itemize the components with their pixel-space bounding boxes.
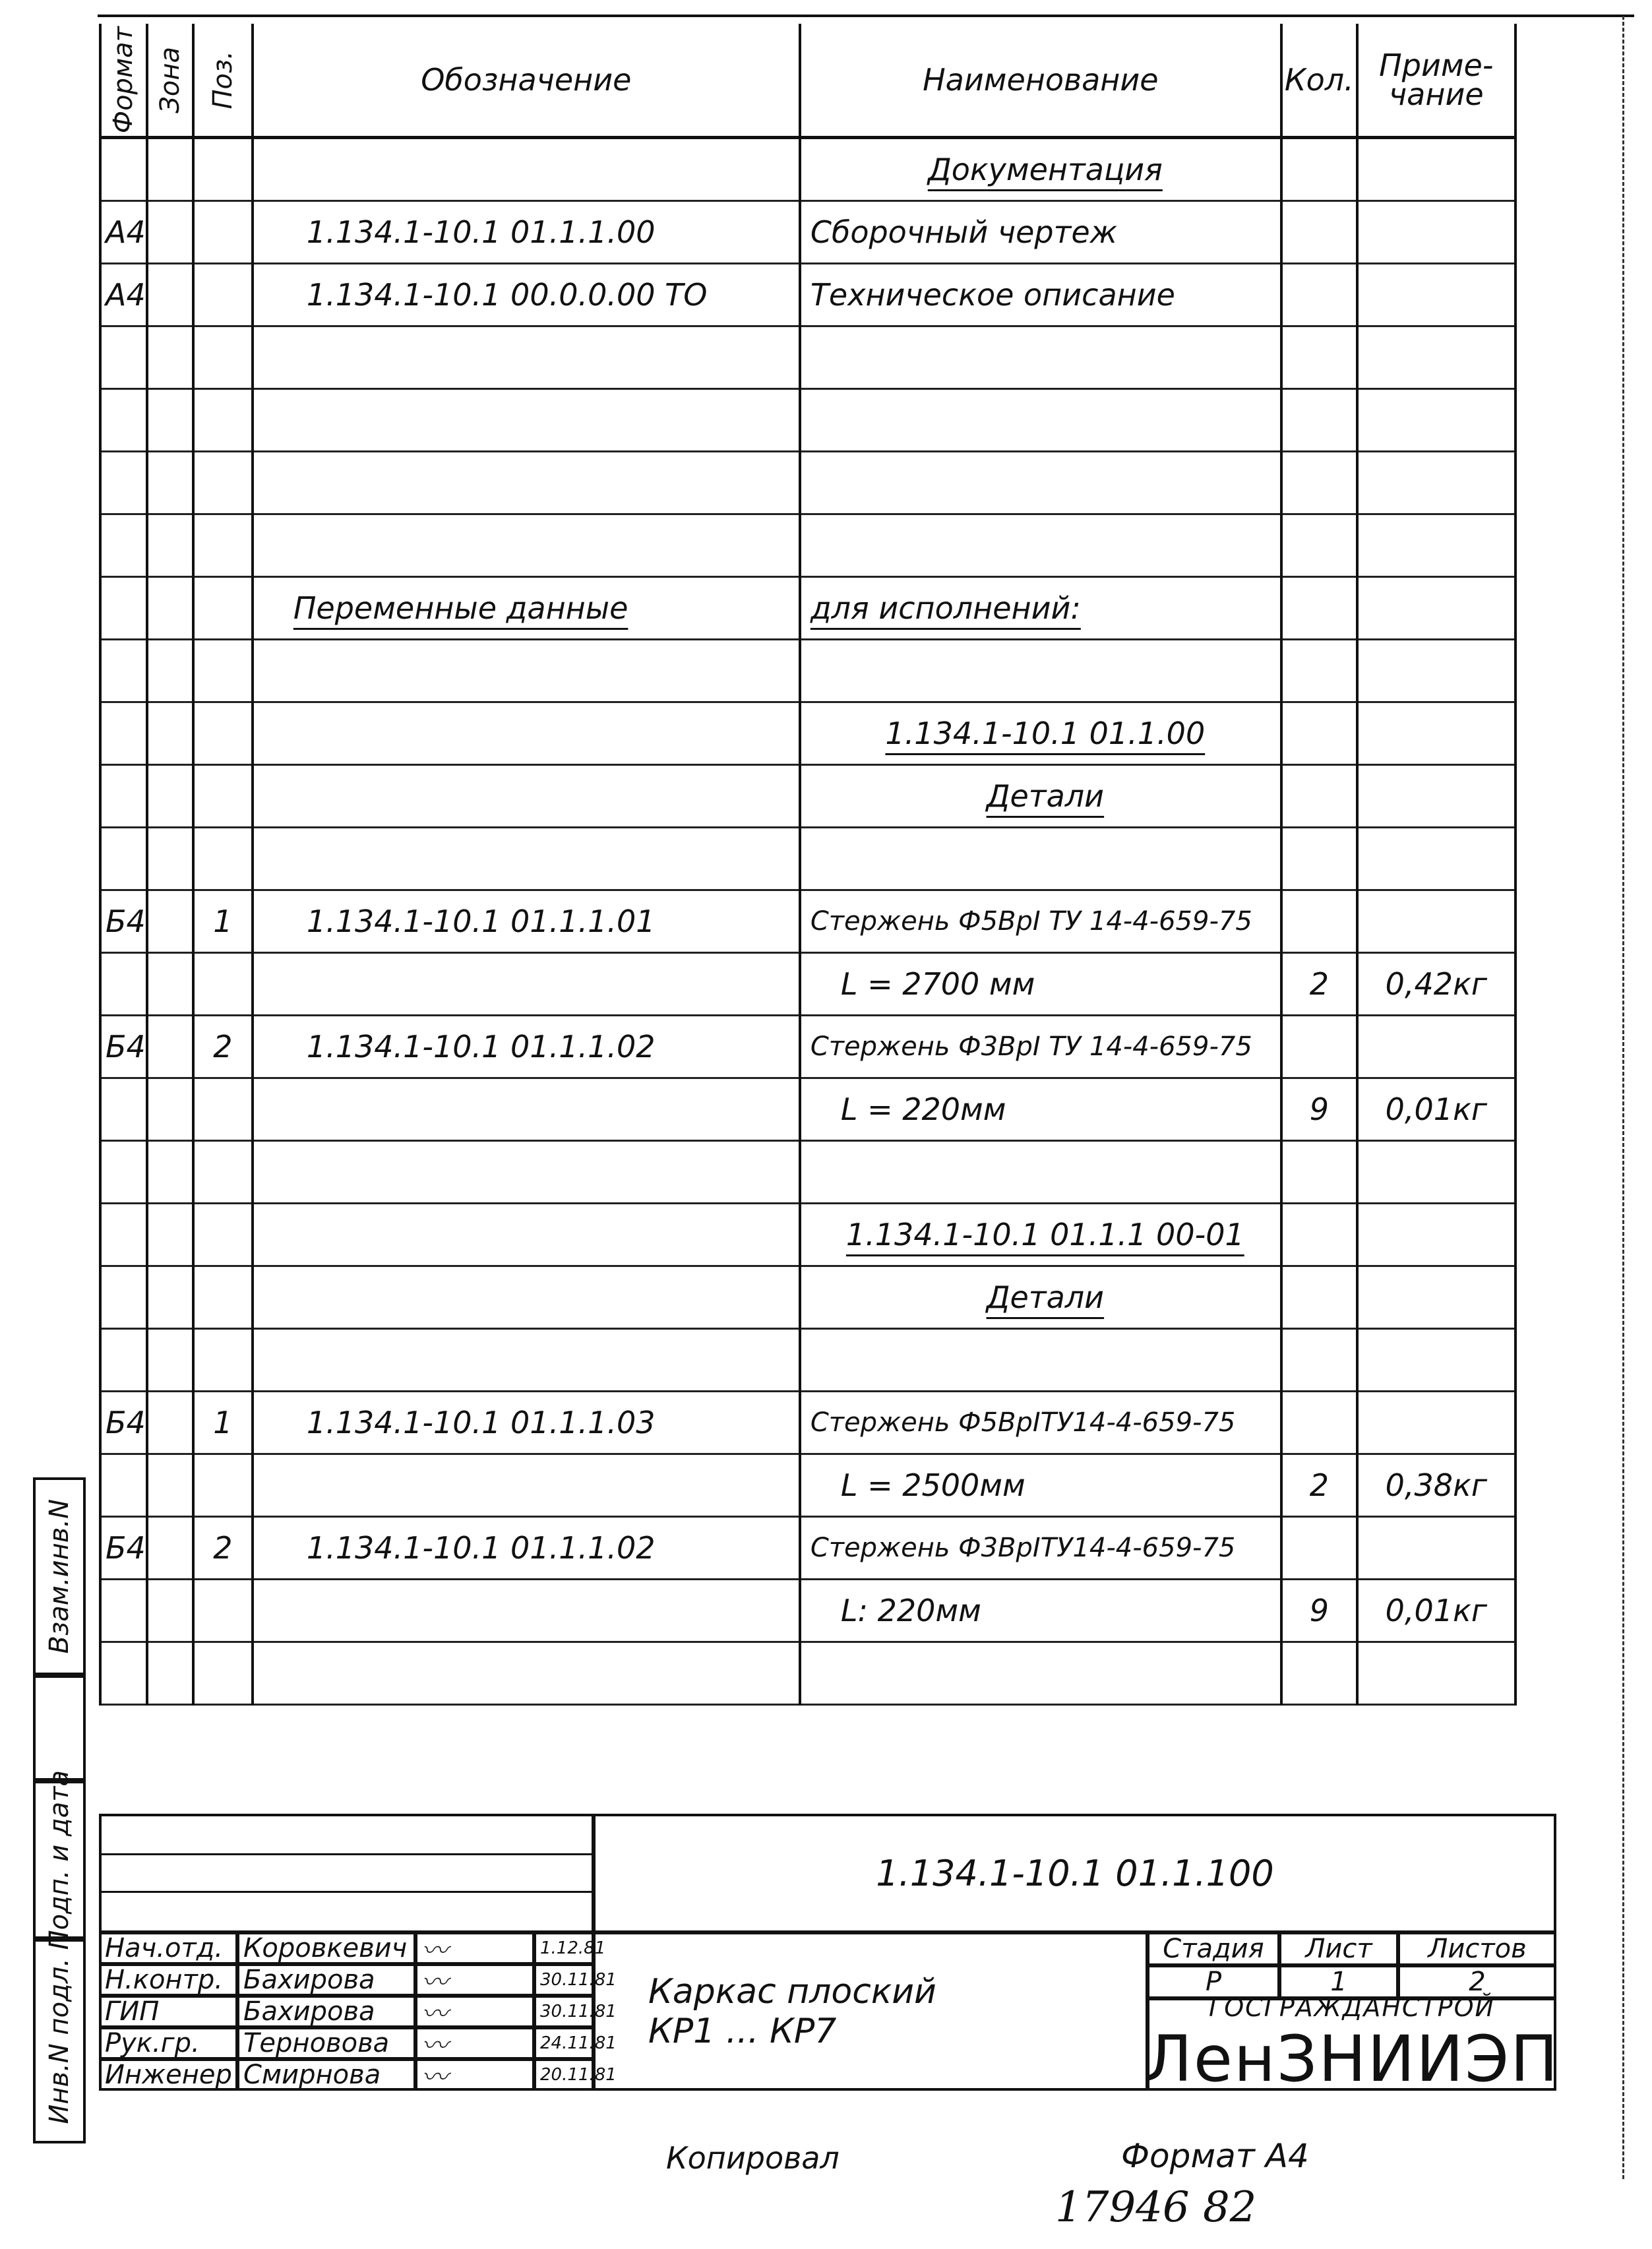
cell-format — [100, 1329, 147, 1392]
cell-designation: Переменные данные — [253, 577, 800, 640]
cell-designation: 1.134.1-10.1 01.1.1.02 — [253, 1517, 800, 1580]
table-row — [100, 765, 1515, 828]
signature-icon: 〰 — [415, 2059, 534, 2091]
cell-pos — [193, 1580, 253, 1642]
table-row — [100, 1266, 1515, 1329]
cell-name — [800, 640, 1281, 702]
cell-designation — [253, 1141, 800, 1204]
cell-name: Детали — [800, 765, 1281, 828]
cell-format — [100, 1204, 147, 1266]
cell-format — [100, 1642, 147, 1705]
cell-name: Сборочный чертеж — [800, 201, 1281, 264]
table-row — [100, 1580, 1515, 1642]
cell-name: L: 220мм — [800, 1580, 1281, 1642]
cell-note — [1357, 138, 1515, 201]
cell-note — [1357, 890, 1515, 953]
cell-pos — [193, 828, 253, 890]
cell-qty — [1281, 1329, 1357, 1392]
cell-zone — [147, 1580, 193, 1642]
cell-pos — [193, 640, 253, 702]
staff-date: 24.11.81 — [534, 2027, 594, 2059]
cell-qty — [1281, 1204, 1357, 1266]
drawing-title: Каркас плоский КР1 ... КР7 — [594, 1932, 1147, 2091]
table-row — [100, 514, 1515, 577]
cell-name: Документация — [800, 138, 1281, 201]
cell-pos: 2 — [193, 1016, 253, 1078]
cell-format — [100, 828, 147, 890]
cell-qty — [1281, 765, 1357, 828]
stage-value: Р — [1147, 1965, 1279, 1998]
sidebar-empty-box — [33, 1675, 86, 1781]
cell-zone — [147, 1141, 193, 1204]
cell-pos — [193, 514, 253, 577]
table-row — [100, 577, 1515, 640]
cell-zone — [147, 828, 193, 890]
cell-format — [100, 389, 147, 452]
cell-zone — [147, 1329, 193, 1392]
cell-designation: 1.134.1-10.1 00.0.0.00 ТО — [253, 264, 800, 326]
cell-format — [100, 326, 147, 389]
staff-name: Бахирова — [237, 1996, 415, 2027]
cell-zone — [147, 953, 193, 1016]
organization: ГОСГРАЖДАНСТРОЙ ЛенЗНИИЭП — [1144, 1993, 1560, 2096]
cell-format: Б4 — [100, 1517, 147, 1580]
cell-designation — [253, 765, 800, 828]
cell-zone — [147, 890, 193, 953]
table-row — [100, 702, 1515, 765]
sidebar-inv-orig: Инв.N подл. — [33, 1939, 86, 2143]
cell-name: Стержень Ф3ВрIТУ14-4-659-75 — [800, 1517, 1281, 1580]
cell-pos — [193, 138, 253, 201]
cell-format — [100, 452, 147, 514]
table-row — [100, 1517, 1515, 1580]
table-row — [100, 640, 1515, 702]
cell-note — [1357, 514, 1515, 577]
cell-designation — [253, 1580, 800, 1642]
cell-designation — [253, 953, 800, 1016]
cell-note — [1357, 765, 1515, 828]
cell-zone — [147, 577, 193, 640]
staff-name: Смирнова — [237, 2059, 415, 2091]
cell-name — [800, 389, 1281, 452]
cell-note — [1357, 702, 1515, 765]
cell-note — [1357, 1141, 1515, 1204]
cell-name — [800, 828, 1281, 890]
cell-name: Стержень Ф5ВрIТУ14-4-659-75 — [800, 1392, 1281, 1454]
cell-qty: 2 — [1281, 953, 1357, 1016]
cell-pos: 2 — [193, 1517, 253, 1580]
stage-label: Стадия — [1147, 1932, 1279, 1965]
cell-designation — [253, 138, 800, 201]
cell-pos — [193, 1454, 253, 1517]
archive-number: 17946 82 — [1055, 2183, 1257, 2232]
cell-note — [1357, 828, 1515, 890]
cell-note — [1357, 1204, 1515, 1266]
organization-logo: ЛенЗНИИЭП — [1144, 2022, 1560, 2096]
cell-note — [1357, 389, 1515, 452]
header-designation: Обозначение — [253, 24, 800, 138]
right-dashed-line — [1622, 16, 1624, 2179]
table-row — [100, 1392, 1515, 1454]
staff-role: Нач.отд. — [99, 1932, 237, 1964]
cell-name: Детали — [800, 1266, 1281, 1329]
cell-designation — [253, 452, 800, 514]
cell-designation — [253, 1642, 800, 1705]
cell-qty — [1281, 452, 1357, 514]
cell-qty: 2 — [1281, 1454, 1357, 1517]
cell-name: Техническое описание — [800, 264, 1281, 326]
cell-designation — [253, 1266, 800, 1329]
cell-note — [1357, 1517, 1515, 1580]
cell-zone — [147, 1392, 193, 1454]
cell-name — [800, 1329, 1281, 1392]
cell-format: А4 — [100, 264, 147, 326]
cell-designation — [253, 1454, 800, 1517]
cell-format: Б4 — [100, 890, 147, 953]
cell-format: А4 — [100, 201, 147, 264]
staff-role: Инженер — [99, 2059, 237, 2091]
cell-format: Б4 — [100, 1016, 147, 1078]
table-row — [100, 1329, 1515, 1392]
cell-zone — [147, 702, 193, 765]
cell-pos — [193, 1204, 253, 1266]
table-row — [100, 828, 1515, 890]
table-row — [100, 1642, 1515, 1705]
table-row — [100, 201, 1515, 264]
cell-pos: 1 — [193, 890, 253, 953]
cell-format — [100, 1078, 147, 1141]
cell-qty — [1281, 201, 1357, 264]
cell-zone — [147, 326, 193, 389]
sidebar-sign-date: Подп. и дата — [33, 1781, 86, 1939]
cell-name: L = 220мм — [800, 1078, 1281, 1141]
table-row — [100, 953, 1515, 1016]
copied-label: Копировал — [666, 2140, 840, 2176]
staff-date: 20.11.81 — [534, 2059, 594, 2091]
cell-designation — [253, 702, 800, 765]
table-row — [100, 1454, 1515, 1517]
cell-name — [800, 326, 1281, 389]
table-row — [100, 138, 1515, 201]
cell-designation — [253, 326, 800, 389]
header-pos: Поз. — [193, 24, 253, 138]
table-row — [100, 1078, 1515, 1141]
cell-zone — [147, 1517, 193, 1580]
sheets-value: 2 — [1398, 1965, 1556, 1998]
cell-qty — [1281, 1392, 1357, 1454]
cell-note — [1357, 1642, 1515, 1705]
cell-pos — [193, 1642, 253, 1705]
cell-note — [1357, 1329, 1515, 1392]
cell-pos — [193, 389, 253, 452]
table-row — [100, 1141, 1515, 1204]
header-zone: Зона — [147, 24, 193, 138]
cell-pos — [193, 452, 253, 514]
header-qty: Кол. — [1281, 24, 1357, 138]
cell-qty — [1281, 326, 1357, 389]
cell-pos — [193, 326, 253, 389]
cell-qty — [1281, 1517, 1357, 1580]
table-row — [100, 1016, 1515, 1078]
cell-zone — [147, 1204, 193, 1266]
cell-name — [800, 1141, 1281, 1204]
cell-qty — [1281, 514, 1357, 577]
top-border-line — [98, 15, 1634, 17]
cell-zone — [147, 640, 193, 702]
cell-qty — [1281, 890, 1357, 953]
cell-pos — [193, 201, 253, 264]
cell-qty — [1281, 1266, 1357, 1329]
doc-code: 1.134.1-10.1 01.1.100 — [594, 1814, 1556, 1932]
cell-designation — [253, 828, 800, 890]
staff-name: Терновова — [237, 2027, 415, 2059]
table-row — [100, 452, 1515, 514]
cell-qty — [1281, 1642, 1357, 1705]
staff-name: Коровкевич — [237, 1932, 415, 1964]
cell-zone — [147, 1078, 193, 1141]
table-header-row — [100, 24, 1515, 138]
cell-zone — [147, 1266, 193, 1329]
cell-format — [100, 138, 147, 201]
staff-date: 30.11.81 — [534, 1996, 594, 2027]
cell-pos — [193, 577, 253, 640]
cell-qty — [1281, 577, 1357, 640]
cell-qty — [1281, 828, 1357, 890]
cell-pos — [193, 765, 253, 828]
cell-designation — [253, 640, 800, 702]
cell-name — [800, 514, 1281, 577]
cell-qty — [1281, 264, 1357, 326]
cell-qty — [1281, 640, 1357, 702]
staff-role: Рук.гр. — [99, 2027, 237, 2059]
sheet-value: 1 — [1279, 1965, 1398, 1998]
cell-note: 0,01кг — [1357, 1580, 1515, 1642]
cell-designation — [253, 1078, 800, 1141]
format-label: Формат А4 — [1121, 2137, 1309, 2175]
cell-pos: 1 — [193, 1392, 253, 1454]
cell-format — [100, 765, 147, 828]
header-name: Наименование — [800, 24, 1281, 138]
cell-pos — [193, 702, 253, 765]
cell-note — [1357, 1266, 1515, 1329]
cell-note — [1357, 264, 1515, 326]
cell-name: L = 2700 мм — [800, 953, 1281, 1016]
cell-name: 1.134.1-10.1 01.1.1 00-01 — [800, 1204, 1281, 1266]
cell-qty — [1281, 1141, 1357, 1204]
cell-format — [100, 953, 147, 1016]
sheet-label: Лист — [1279, 1932, 1398, 1965]
table-row — [100, 890, 1515, 953]
cell-pos — [193, 1329, 253, 1392]
cell-note — [1357, 201, 1515, 264]
cell-designation — [253, 1329, 800, 1392]
table-row — [100, 389, 1515, 452]
cell-note — [1357, 326, 1515, 389]
signature-icon: 〰 — [415, 2027, 534, 2059]
cell-name: Стержень Ф3ВрI ТУ 14-4-659-75 — [800, 1016, 1281, 1078]
table-row — [100, 264, 1515, 326]
cell-name: L = 2500мм — [800, 1454, 1281, 1517]
table-row — [100, 1204, 1515, 1266]
cell-note — [1357, 1392, 1515, 1454]
cell-name — [800, 1642, 1281, 1705]
cell-pos — [193, 1141, 253, 1204]
revision-row — [99, 1853, 594, 1893]
cell-name: 1.134.1-10.1 01.1.00 — [800, 702, 1281, 765]
signature-icon: 〰 — [415, 1996, 534, 2027]
cell-qty — [1281, 1016, 1357, 1078]
staff-role: Н.контр. — [99, 1964, 237, 1996]
cell-zone — [147, 765, 193, 828]
table-row — [100, 326, 1515, 389]
cell-name: для исполнений: — [800, 577, 1281, 640]
cell-zone — [147, 389, 193, 452]
cell-format — [100, 1454, 147, 1517]
cell-pos — [193, 1078, 253, 1141]
cell-format — [100, 514, 147, 577]
cell-note: 0,38кг — [1357, 1454, 1515, 1517]
header-format: Формат — [100, 24, 147, 138]
cell-qty — [1281, 138, 1357, 201]
cell-qty — [1281, 389, 1357, 452]
cell-pos — [193, 953, 253, 1016]
staff-role: ГИП — [99, 1996, 237, 2027]
cell-name: Стержень Ф5ВрI ТУ 14-4-659-75 — [800, 890, 1281, 953]
cell-format — [100, 640, 147, 702]
cell-designation — [253, 1204, 800, 1266]
cell-format — [100, 1266, 147, 1329]
cell-designation — [253, 514, 800, 577]
cell-zone — [147, 138, 193, 201]
cell-note — [1357, 1016, 1515, 1078]
signature-icon: 〰 — [415, 1932, 534, 1964]
cell-zone — [147, 1642, 193, 1705]
sidebar-replace-inv: Взам.инв.N — [33, 1477, 86, 1675]
cell-designation: 1.134.1-10.1 01.1.1.03 — [253, 1392, 800, 1454]
cell-note: 0,01кг — [1357, 1078, 1515, 1141]
cell-name — [800, 452, 1281, 514]
cell-note — [1357, 640, 1515, 702]
cell-zone — [147, 1016, 193, 1078]
cell-pos — [193, 264, 253, 326]
cell-note: 0,42кг — [1357, 953, 1515, 1016]
staff-name: Бахирова — [237, 1964, 415, 1996]
cell-note — [1357, 577, 1515, 640]
cell-format: Б4 — [100, 1392, 147, 1454]
cell-zone — [147, 1454, 193, 1517]
staff-date: 30.11.81 — [534, 1964, 594, 1996]
cell-qty: 9 — [1281, 1078, 1357, 1141]
cell-zone — [147, 201, 193, 264]
cell-note — [1357, 452, 1515, 514]
cell-pos — [193, 1266, 253, 1329]
signature-icon: 〰 — [415, 1964, 534, 1996]
cell-format — [100, 577, 147, 640]
cell-format — [100, 702, 147, 765]
cell-designation: 1.134.1-10.1 01.1.1.00 — [253, 201, 800, 264]
cell-designation: 1.134.1-10.1 01.1.1.02 — [253, 1016, 800, 1078]
cell-zone — [147, 514, 193, 577]
cell-designation — [253, 389, 800, 452]
cell-format — [100, 1141, 147, 1204]
title-block — [99, 1814, 1560, 2096]
specification-table — [99, 24, 1517, 1706]
cell-designation: 1.134.1-10.1 01.1.1.01 — [253, 890, 800, 953]
cell-zone — [147, 264, 193, 326]
cell-qty — [1281, 702, 1357, 765]
cell-format — [100, 1580, 147, 1642]
header-note: Приме-чание — [1357, 24, 1515, 138]
cell-qty: 9 — [1281, 1580, 1357, 1642]
sheets-label: Листов — [1398, 1932, 1556, 1965]
staff-date: 1.12.81 — [534, 1932, 594, 1964]
cell-zone — [147, 452, 193, 514]
